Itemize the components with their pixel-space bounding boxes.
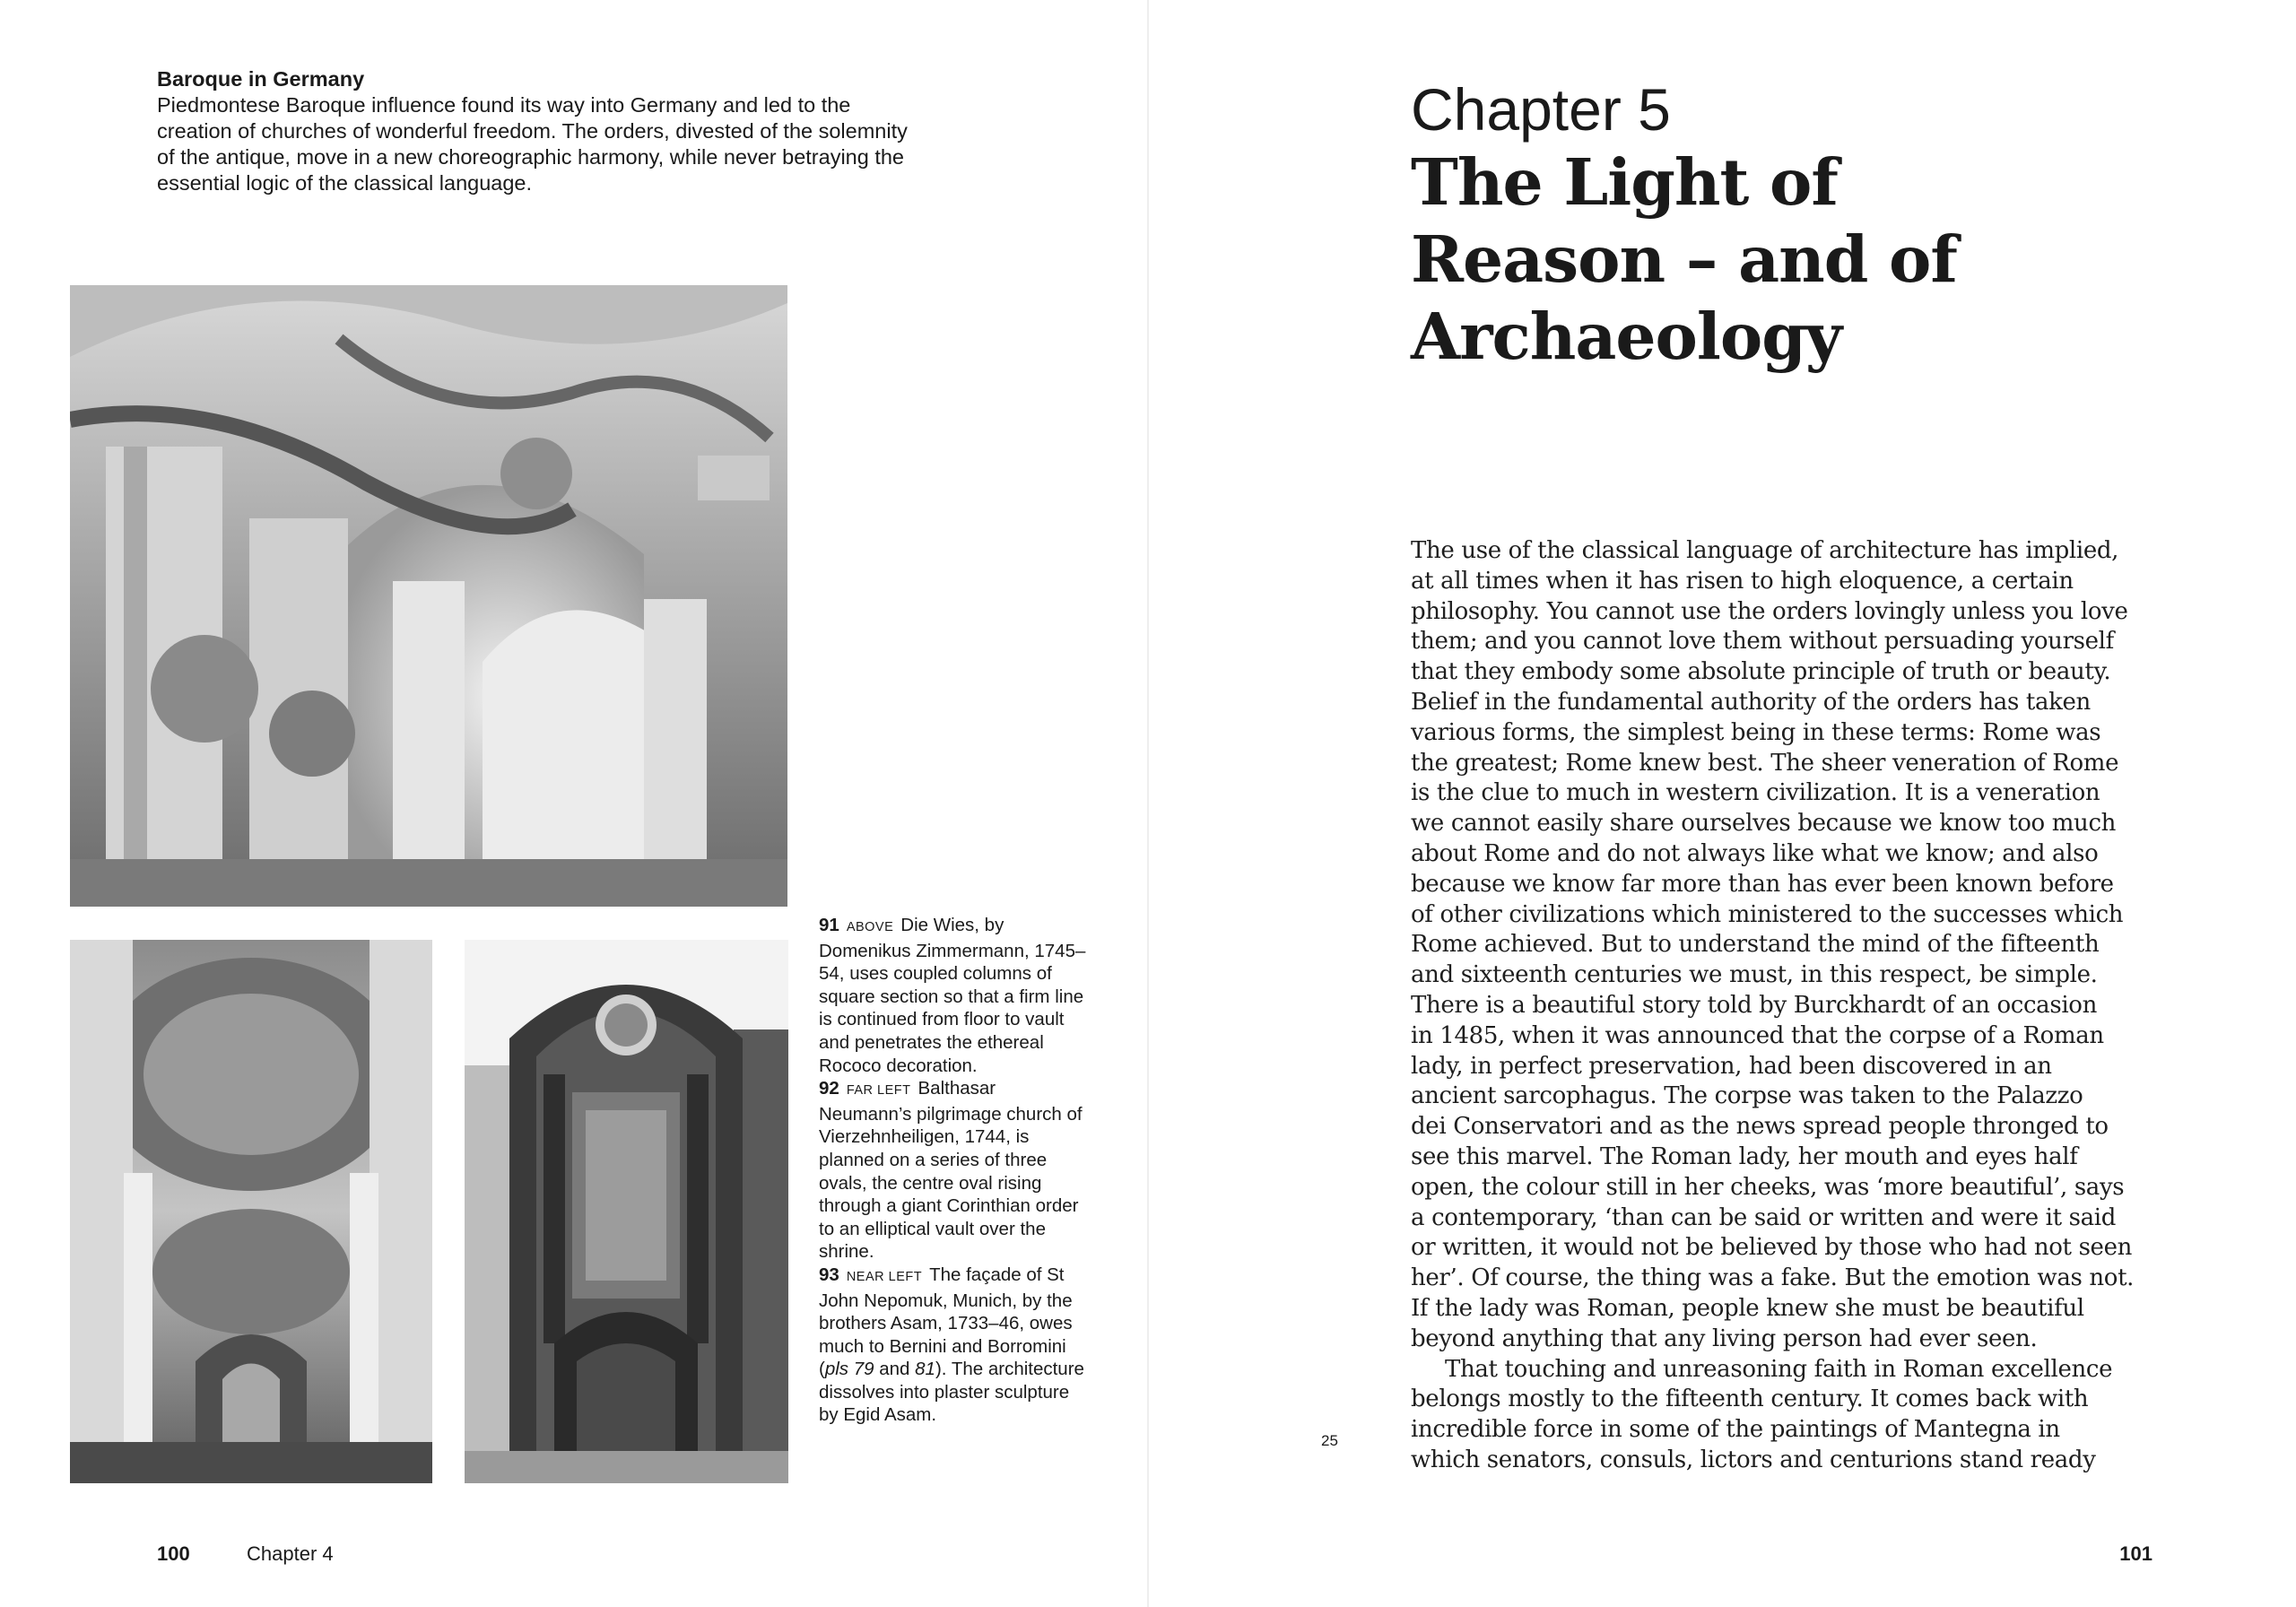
body-text-line: open, the colour still in her cheeks, was ‘more beautiful’, says [1411, 1173, 2125, 1201]
body-text-line: philosophy. You cannot use the orders lovingly unless you love [1411, 597, 2128, 625]
intro-block [157, 66, 928, 196]
caption-text: Die Wies, by Domenikus Zimmermann, 1745–54, uses coupled columns of square section so that a firm line is continued from floor to vault and penetrates the ethereal Rococo decoration. [819, 915, 1086, 1076]
running-chapter-left: Chapter 4 [247, 1542, 334, 1565]
body-text-line: The use of the classical language of architecture has implied, [1411, 537, 2119, 564]
caption-position: ABOVE [846, 920, 894, 934]
body-text [1411, 536, 2218, 1476]
body-text-line: incredible force in some of the paintings of Mantegna in [1411, 1416, 2060, 1444]
caption-92 [819, 1077, 1088, 1264]
caption-plate-ref: 81 [915, 1359, 935, 1380]
body-text-line: If the lady was Roman, people knew she must be beautiful [1411, 1294, 2084, 1322]
photo-st-john-nepomuk [465, 940, 788, 1483]
body-text-line: see this marvel. The Roman lady, her mouth and eyes half [1411, 1142, 2078, 1170]
body-text-line: lady, in perfect preservation, had been discovered in an [1411, 1052, 2052, 1080]
caption-93 [819, 1264, 1088, 1427]
body-text-line: in 1485, when it was announced that the corpse of a Roman [1411, 1021, 2104, 1049]
caption-plate-ref: pls 79 [824, 1359, 874, 1380]
body-text-line: various forms, the simplest being in these terms: Rome was [1411, 718, 2101, 746]
caption-text: ). The architecture dissolves into plaster sculpture by Egid Asam. [819, 1359, 1084, 1426]
caption-text: and [874, 1359, 916, 1380]
caption-91 [819, 914, 1088, 1077]
photo-captions [819, 914, 1088, 1427]
body-text-line: Rome achieved. But to understand the mind of the fifteenth [1411, 931, 2100, 959]
body-text-line: or written, it would not be believed by those who had not seen [1411, 1234, 2133, 1262]
body-text-line: her’. Of course, the thing was a fake. But the emotion was not. [1411, 1264, 2135, 1292]
caption-number: 91 [819, 915, 839, 935]
margin-number: 25 [1321, 1432, 1338, 1449]
caption-text: Balthasar Neumann’s pilgrimage church of Vierzehnheiligen, 1744, is planned on a series of three ovals, the centre oval rising through a giant Corinthian order to an elliptical vault over the shrine. [819, 1078, 1083, 1263]
body-text-line: of other civilizations which ministered to the successes which [1411, 900, 2124, 928]
intro-body: Piedmontese Baroque influence found its way into Germany and led to the creation of churches of wonderful freedom. The orders, divested of the solemnity of the antique, move in a new choreographic harmony, while never betraying the essential logic of the classical language. [157, 93, 908, 195]
chapter-title-line: The Light of [1411, 144, 1838, 220]
page-number-left: 100 [157, 1542, 190, 1565]
intro-heading: Baroque in Germany [157, 67, 365, 91]
body-text-line: because we know far more than has ever been known before [1411, 870, 2114, 898]
body-text-line: about Rome and do not always like what we know; and also [1411, 839, 2099, 867]
body-text-line: is the clue to much in western civilization. It is a veneration [1411, 779, 2100, 807]
body-text-line: that they embody some absolute principle of truth or beauty. [1411, 658, 2111, 686]
body-text-line: ancient sarcophagus. The corpse was taken to the Palazzo [1411, 1082, 2083, 1110]
body-text-line: which senators, consuls, lictors and centurions stand ready [1411, 1446, 2096, 1473]
body-text-line: a contemporary, ‘than can be said or written and were it said [1411, 1203, 2117, 1231]
body-text-line: That touching and unreasoning faith in Roman excellence [1445, 1355, 2113, 1383]
right-page [1148, 0, 2296, 1607]
page-number-right: 101 [2119, 1542, 2152, 1565]
photo-vierzehnheiligen [70, 940, 432, 1483]
body-text-line: belongs mostly to the fifteenth century. It comes back with [1411, 1385, 2089, 1413]
body-text-line: dei Conservatori and as the news spread people thronged to [1411, 1113, 2109, 1141]
body-text-line: at all times when it has risen to high eloquence, a certain [1411, 567, 2074, 595]
photo-die-wies [70, 285, 787, 907]
chapter-title [1411, 143, 2039, 375]
chapter-label: Chapter 5 [1411, 76, 1671, 143]
body-text-line: them; and you cannot love them without persuading yourself [1411, 628, 2114, 656]
caption-number: 93 [819, 1264, 839, 1285]
body-text-line: Belief in the fundamental authority of the orders has taken [1411, 688, 2091, 716]
body-text-line: and sixteenth centuries we must, in this respect, be simple. [1411, 961, 2098, 989]
caption-number: 92 [819, 1078, 839, 1099]
caption-text: The façade of St John Nepomuk, Munich, by the brothers Asam, 1733–46, owes much to Bernini and Borromini ( [819, 1264, 1073, 1380]
body-text-line: beyond anything that any living person had ever seen. [1411, 1325, 2038, 1352]
caption-position: FAR LEFT [846, 1083, 911, 1099]
body-text-line: we cannot easily share ourselves because we know too much [1411, 810, 2117, 838]
chapter-title-line: Reason – and of [1411, 222, 1957, 297]
body-text-line: the greatest; Rome knew best. The sheer veneration of Rome [1411, 749, 2119, 777]
caption-position: NEAR LEFT [846, 1269, 923, 1284]
chapter-title-line: Archaeology [1411, 299, 1842, 374]
body-text-line: There is a beautiful story told by Burckhardt of an occasion [1411, 991, 2097, 1019]
